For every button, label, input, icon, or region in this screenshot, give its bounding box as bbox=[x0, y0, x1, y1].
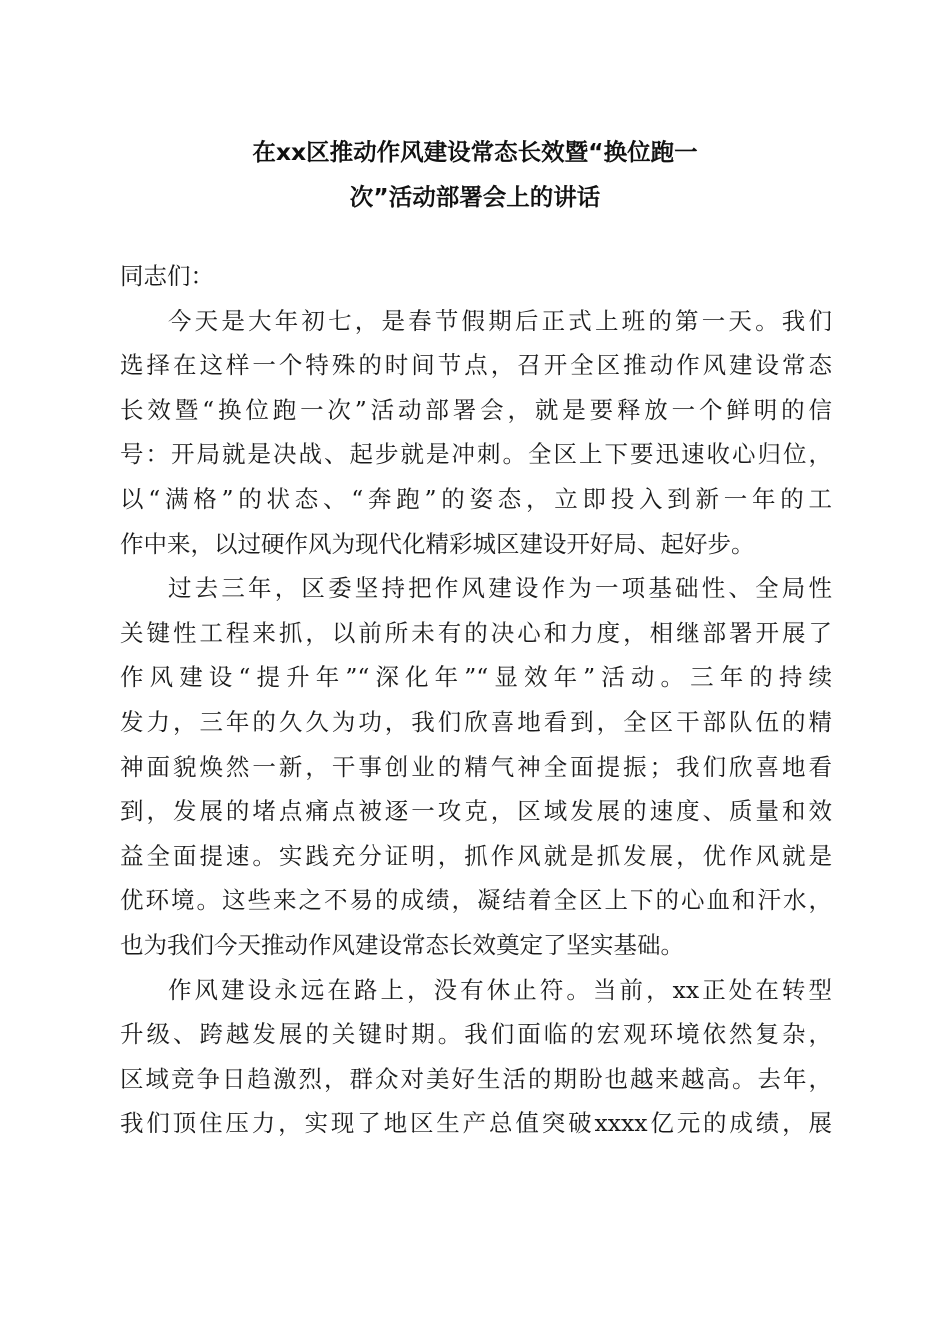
salutation: 同志们： bbox=[120, 262, 214, 290]
paragraph-1-line: 号：开局就是决战、起步就是冲刺。全区上下要迅速收心归位， bbox=[120, 440, 832, 469]
paragraph-1-line: 以“满格”的状态、“奔跑”的姿态，立即投入到新一年的工 bbox=[120, 484, 832, 513]
document-body bbox=[120, 254, 832, 1146]
document-title bbox=[110, 130, 840, 219]
paragraph-1 bbox=[120, 299, 832, 567]
paragraph-1-line: 作中来，以过硬作风为现代化精彩城区建设开好局、起好步。 bbox=[120, 529, 755, 558]
paragraph-2-line: 益全面提速。实践充分证明，抓作风就是抓发展，优作风就是 bbox=[120, 841, 832, 870]
paragraph-1-line: 长效暨“换位跑一次”活动部署会，就是要释放一个鲜明的信 bbox=[120, 395, 832, 424]
paragraph-2-line: 到，发展的堵点痛点被逐一攻克，区域发展的速度、质量和效 bbox=[120, 797, 832, 826]
paragraph-3 bbox=[120, 968, 832, 1146]
paragraph-3-line: 升级、跨越发展的关键时期。我们面临的宏观环境依然复杂， bbox=[120, 1020, 832, 1049]
paragraph-1-line: 今天是大年初七，是春节假期后正式上班的第一天。我们 bbox=[168, 306, 832, 335]
paragraph-2 bbox=[120, 566, 832, 967]
paragraph-2-line: 优环境。这些来之不易的成绩，凝结着全区上下的心血和汗水， bbox=[120, 886, 832, 915]
paragraph-3-line: 作风建设永远在路上，没有休止符。当前，xx正处在转型 bbox=[168, 975, 832, 1004]
paragraph-2-line: 作风建设“提升年”“深化年”“显效年”活动。三年的持续 bbox=[120, 663, 832, 692]
title-line-2: 次”活动部署会上的讲话 bbox=[349, 182, 601, 211]
paragraph-3-line: 我们顶住压力，实现了地区生产总值突破xxxx亿元的成绩，展 bbox=[120, 1109, 832, 1138]
paragraph-3-line: 区域竞争日趋激烈，群众对美好生活的期盼也越来越高。去年， bbox=[120, 1064, 832, 1093]
paragraph-1-line: 选择在这样一个特殊的时间节点，召开全区推动作风建设常态 bbox=[120, 351, 832, 380]
paragraph-2-line: 也为我们今天推动作风建设常态长效奠定了坚实基础。 bbox=[120, 930, 684, 959]
paragraph-2-line: 发力，三年的久久为功，我们欣喜地看到，全区干部队伍的精 bbox=[120, 707, 832, 736]
paragraph-2-line: 过去三年，区委坚持把作风建设作为一项基础性、全局性 bbox=[168, 574, 832, 603]
paragraph-2-line: 关键性工程来抓，以前所未有的决心和力度，相继部署开展了 bbox=[120, 618, 832, 647]
title-line-1: 在xx区推动作风建设常态长效暨“换位跑一 bbox=[252, 138, 698, 166]
paragraph-2-line: 神面貌焕然一新，干事创业的精气神全面提振；我们欣喜地看 bbox=[120, 752, 832, 781]
